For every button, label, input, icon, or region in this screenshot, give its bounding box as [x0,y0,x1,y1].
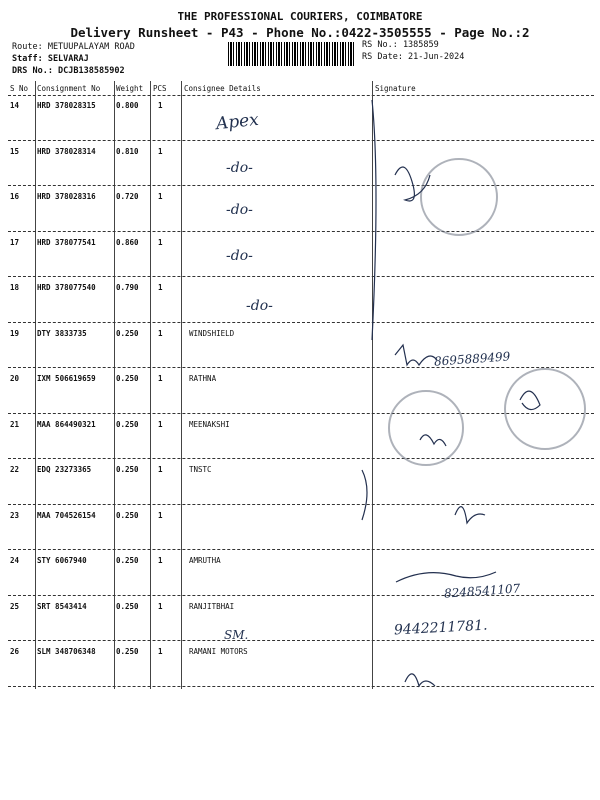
signature-stroke [395,167,430,201]
row-sno: 19 [10,328,20,338]
row-sno: 25 [10,601,20,611]
signature-stroke [420,435,446,446]
row-weight: 0.250 [116,419,139,429]
row-consignee: RATHNA [189,374,217,383]
row-consignment: HRD 378028314 [37,146,96,156]
runsheet-title: Delivery Runsheet - P43 - Phone No.:0422-3505555 - Page No.:2 [70,25,530,40]
row-pcs: 1 [158,510,163,520]
row-sno: 18 [10,283,20,292]
row-pcs: 1 [158,283,163,292]
col-consignee: Consignee Details [184,84,261,93]
row-consignment: MAA 704526154 [37,510,96,520]
row-sno: 17 [10,237,20,247]
row-sno: 23 [10,510,20,520]
handwritten-phone: 8695889499 [433,349,511,369]
row-consignment: HRD 378077541 [37,237,96,247]
signature-stroke [455,507,485,523]
route-label: Route: METUUPALAYAM ROAD [12,42,135,52]
row-pcs: 1 [158,647,163,656]
row-weight: 0.250 [116,647,139,656]
row-consignee: RANJITBHAI [189,601,235,611]
row-pcs: 1 [158,556,163,565]
company-title: THE PROFESSIONAL COURIERS, COIMBATORE [177,10,423,23]
row-sno: 15 [10,146,20,156]
row-sno: 24 [10,556,20,565]
handwritten-ditto: -do- [226,160,253,176]
row-consignee: TNSTC [189,465,212,474]
col-pcs: PCS [153,84,167,93]
row-sno: 20 [10,374,20,383]
signature-stroke [405,674,435,686]
row-weight: 0.250 [116,556,139,565]
row-sno: 26 [10,647,20,656]
row-pcs: 1 [158,237,163,247]
row-sno: 21 [10,419,20,429]
row-weight: 0.720 [116,192,139,201]
row-consignment: MAA 864490321 [37,419,96,429]
row-pcs: 1 [158,101,163,110]
row-consignment: HRD 378028316 [37,192,96,201]
signature-stroke [372,100,376,340]
handwritten-phone: 8248541107 [443,581,521,601]
signature-stroke [396,572,496,582]
row-pcs: 1 [158,328,163,338]
col-consignment: Consignment No [37,84,101,93]
row-sno: 22 [10,465,20,474]
row-sno: 14 [10,101,20,110]
row-consignment: SRT 8543414 [37,601,87,611]
row-consignee: WINDSHIELD [189,328,235,338]
signature-stroke [395,345,437,365]
signature-stroke [520,391,540,409]
row-weight: 0.860 [116,237,139,247]
row-consignment: SLM 348706348 [37,647,96,656]
col-weight: Weight [116,84,144,93]
row-weight: 0.800 [116,101,139,110]
staff-label: Staff: SELVARAJ [12,54,89,64]
col-sno: S No [10,84,29,93]
row-pcs: 1 [158,465,163,474]
row-consignment: HRD 378077540 [37,283,96,292]
row-pcs: 1 [158,374,163,383]
handwritten-ditto: -do- [226,202,253,218]
signature-stroke [362,470,367,520]
rs-date: RS Date: 21-Jun-2024 [362,52,465,62]
row-weight: 0.250 [116,328,139,338]
handwritten-ditto: -do- [246,298,273,314]
handwritten-phone: 9442211781. [393,617,488,639]
row-consignment: DTY 3833735 [37,328,87,338]
row-weight: 0.250 [116,465,139,474]
row-consignment: EDQ 23273365 [37,465,92,474]
handwritten-initials: SM. [224,628,249,642]
row-pcs: 1 [158,146,163,156]
row-consignee: RAMANI MOTORS [189,647,248,656]
drs-label: DRS No.: DCJB138585902 [12,66,125,76]
row-pcs: 1 [158,601,163,611]
row-pcs: 1 [158,419,163,429]
row-sno: 16 [10,192,20,201]
row-consignee: MEENAKSHI [189,419,230,429]
row-weight: 0.810 [116,146,139,156]
col-signature: Signature [375,84,416,93]
row-weight: 0.790 [116,283,139,292]
row-weight: 0.250 [116,510,139,520]
row-consignment: HRD 378028315 [37,101,96,110]
row-consignee: AMRUTHA [189,556,221,565]
row-consignment: IXM 506619659 [37,374,96,383]
row-pcs: 1 [158,192,163,201]
handwritten-ditto: -do- [226,248,253,264]
row-consignment: STY 6067940 [37,556,87,565]
rs-number: RS No.: 1385859 [362,40,439,50]
row-weight: 0.250 [116,601,139,611]
row-weight: 0.250 [116,374,139,383]
handwritten-apex: Apex [215,109,260,135]
